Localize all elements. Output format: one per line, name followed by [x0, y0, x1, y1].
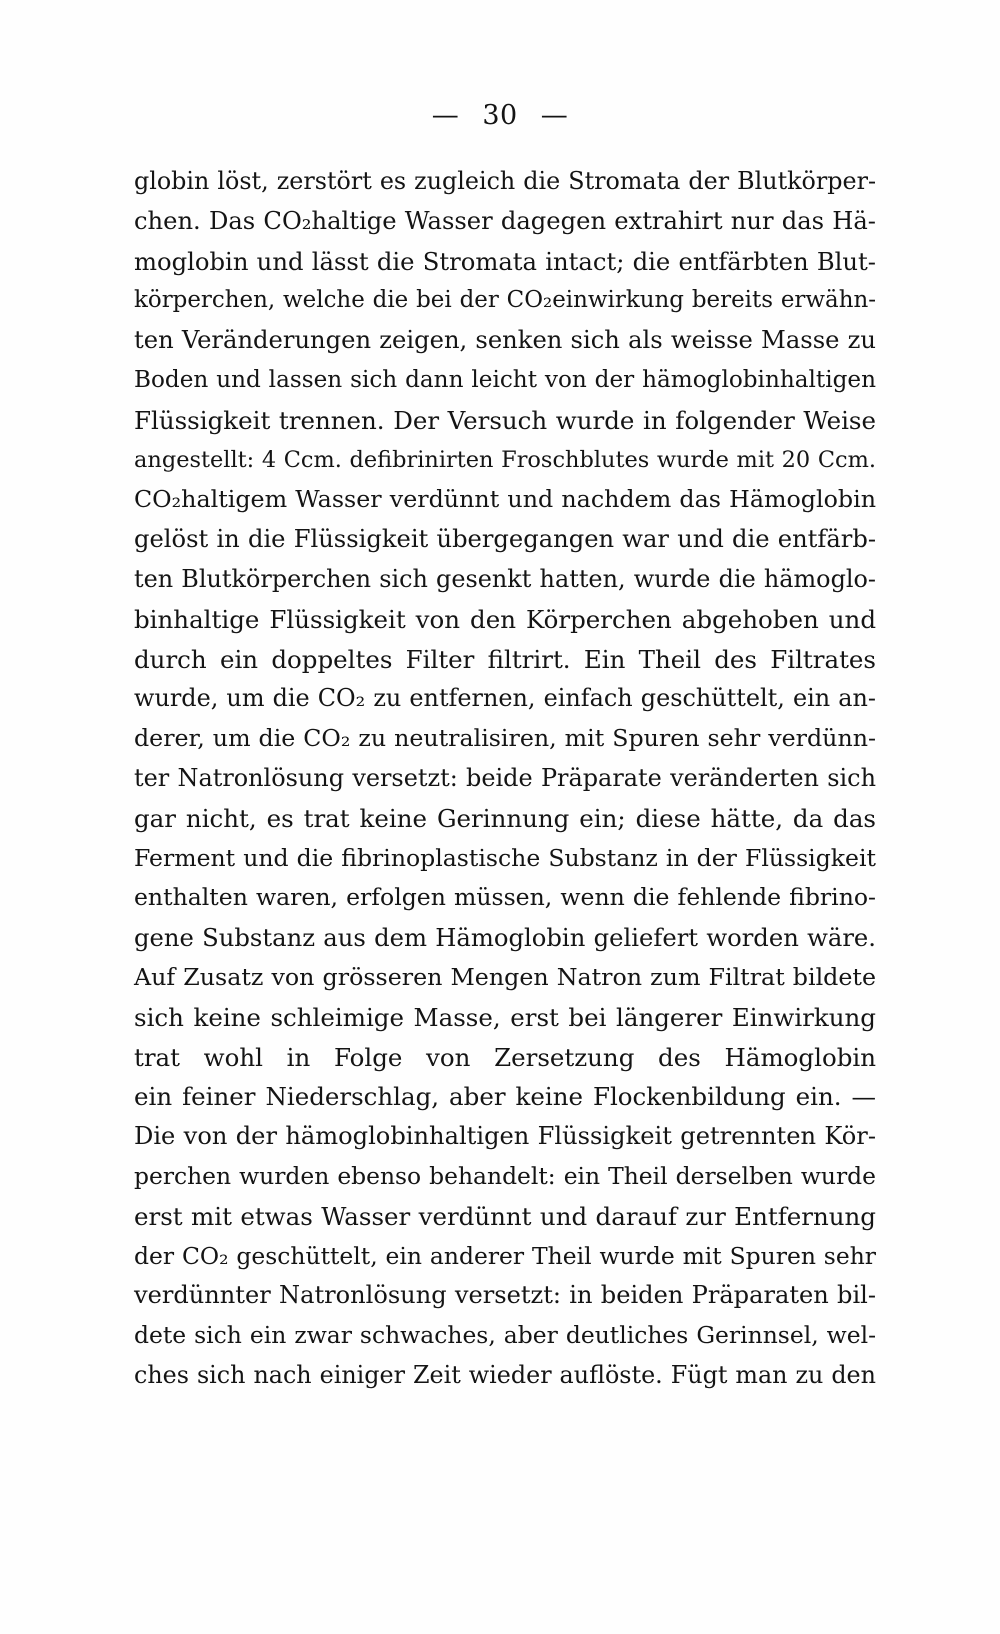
text-line: körperchen, welche die bei der CO₂einwirkung bereits erwähn-: [134, 287, 876, 314]
text-line: sich keine schleimige Masse, erst bei längerer Einwirkung: [134, 1002, 876, 1032]
text-line: ten Veränderungen zeigen, senken sich als weisse Masse zu: [134, 326, 876, 355]
text-line: dete sich ein zwar schwaches, aber deutliches Gerinnsel, wel-: [134, 1321, 876, 1350]
text-line: gelöst in die Flüssigkeit übergegangen war und die entfärb-: [134, 525, 876, 554]
text-line: perchen wurden ebenso behandelt: ein Theil derselben wurde: [134, 1161, 876, 1190]
text-line: globin löst, zerstört es zugleich die Stromata der Blutkörper-: [134, 167, 876, 195]
text-line: ein feiner Niederschlag, aber keine Flockenbildung ein. —: [134, 1082, 876, 1112]
text-line: erst mit etwas Wasser verdünnt und darauf zur Entfernung: [134, 1201, 876, 1231]
text-line: wurde, um die CO₂ zu entfernen, einfach geschüttelt, ein an-: [134, 684, 876, 713]
text-line: Ferment und die fibrinoplastische Substanz in der Flüssigkeit: [134, 843, 876, 872]
text-line: chen. Das CO₂haltige Wasser dagegen extrahirt nur das Hä-: [134, 206, 876, 235]
text-line: Flüssigkeit trennen. Der Versuch wurde in folgender Weise: [134, 405, 876, 435]
text-line: der CO₂ geschüttelt, ein anderer Theil wurde mit Spuren sehr: [134, 1241, 876, 1270]
body-text: [134, 162, 876, 1396]
text-line: ten Blutkörperchen sich gesenkt hatten, wurde die hämoglo-: [134, 564, 876, 593]
page-header: [0, 98, 1000, 134]
text-line: CO₂haltigem Wasser verdünnt und nachdem das Hämoglobin: [134, 485, 876, 514]
text-line: durch ein doppeltes Filter filtrirt. Ein Theil des Filtrates: [134, 644, 876, 674]
text-line: gene Substanz aus dem Hämoglobin geliefert worden wäre.: [134, 923, 876, 953]
text-line: Auf Zusatz von grösseren Mengen Natron zum Filtrat bildete: [134, 962, 876, 991]
text-line: angestellt: 4 Ccm. defibrinirten Froschblutes wurde mit 20 Ccm.: [134, 446, 876, 473]
header-dash-right: —: [540, 100, 569, 131]
text-line: moglobin und lässt die Stromata intact; die entfärbten Blut-: [134, 246, 876, 276]
text-line: Die von der hämoglobinhaltigen Flüssigkeit getrennten Kör-: [134, 1122, 876, 1151]
text-line: Boden und lassen sich dann leicht von der hämoglobinhaltigen: [134, 366, 876, 393]
header-dash-left: —: [431, 100, 460, 131]
text-line: ches sich nach einiger Zeit wieder auflöste. Fügt man zu den: [134, 1360, 876, 1389]
text-line: enthalten waren, erfolgen müssen, wenn die fehlende fibrino-: [134, 883, 876, 912]
text-line: trat wohl in Folge von Zersetzung des Hämoglobin: [134, 1042, 876, 1072]
text-line: verdünnter Natronlösung versetzt: in beiden Präparaten bil-: [134, 1281, 876, 1310]
text-line: gar nicht, es trat keine Gerinnung ein; diese hätte, da das: [134, 803, 876, 833]
text-line: derer, um die CO₂ zu neutralisiren, mit Spuren sehr verdünn-: [134, 724, 876, 753]
text-line: ter Natronlösung versetzt: beide Präparate veränderten sich: [134, 763, 876, 792]
page-number: 30: [482, 100, 518, 131]
text-line: binhaltige Flüssigkeit von den Körperchen abgehoben und: [134, 604, 876, 634]
